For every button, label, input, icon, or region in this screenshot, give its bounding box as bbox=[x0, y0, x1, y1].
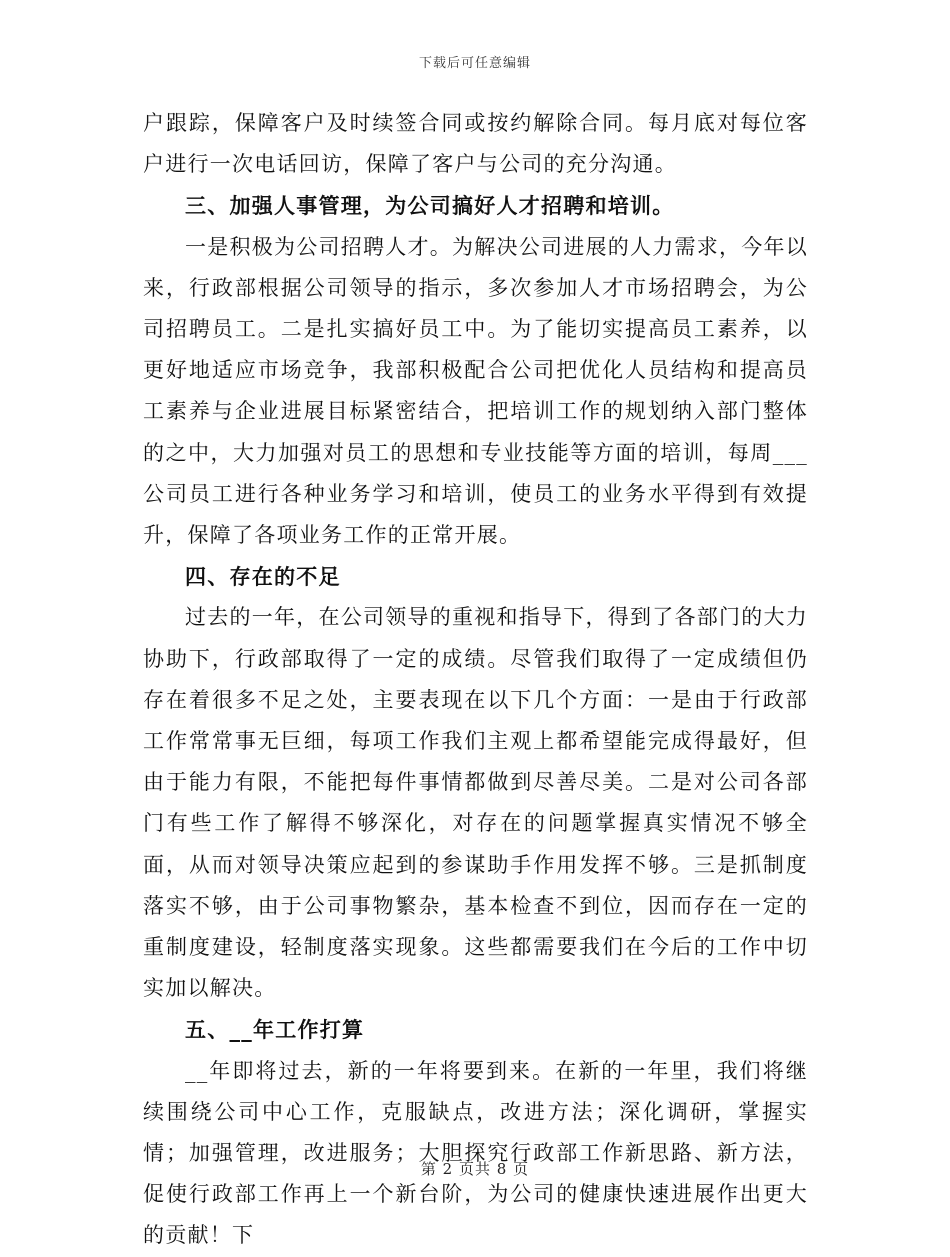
section-heading-5: 五、__年工作打算 bbox=[185, 1017, 365, 1043]
section-heading-3: 三、加强人事管理，为公司搞好人才招聘和培训。 bbox=[185, 193, 675, 219]
section-heading-4: 四、存在的不足 bbox=[185, 564, 341, 590]
page-number: 第 2 页共 8 页 bbox=[420, 1160, 530, 1178]
paragraph-shortcomings: 过去的一年，在公司领导的重视和指导下，得到了各部门的大力协助下，行政部取得了一定的成绩。尽管我们取得了一定成绩但仍存在着很多不足之处，主要表现在以下几个方面：一是由于行政部工作常常事无巨细，每项工作我们主观上都希望能完成得最好，但由于能力有限，不能把每件事情都做到尽善尽美。二是对公司各部门有些工作了解得不够深化，对存在的问题掌握真实情况不够全面，从而对领导决策应起到的参谋助手作用发挥不够。三是抓制度落实不够，由于公司事物繁杂，基本检查不到位，因而存在一定的重制度建设，轻制度落实现象。这些都需要我们在今后的工作中切实加以解决。 bbox=[143, 605, 808, 1001]
paragraph-plan: __年即将过去，新的一年将要到来。在新的一年里，我们将继续围绕公司中心工作，克服缺点，改进方法；深化调研，掌握实情；加强管理，改进服务；大胆探究行政部工作新思路、新方法，促使行政部工作再上一个新台阶，为公司的健康快速进展作出更大的贡献！下 bbox=[143, 1058, 808, 1248]
page-header: 下载后可任意编辑 bbox=[418, 56, 531, 71]
paragraph-continued: 户跟踪，保障客户及时续签合同或按约解除合同。每月底对每位客户进行一次电话回访，保障了客户与公司的充分沟通。 bbox=[143, 111, 808, 177]
paragraph-recruitment: 一是积极为公司招聘人才。为解决公司进展的人力需求，今年以来，行政部根据公司领导的指示，多次参加人才市场招聘会，为公司招聘员工。二是扎实搞好员工中。为了能切实提高员工素养，以更好地适应市场竞争，我部积极配合公司把优化人员结构和提高员工素养与企业进展目标紧密结合，把培训工作的规划纳入部门整体的之中，大力加强对员工的思想和专业技能等方面的培训，每周___公司员工进行各种业务学习和培训，使员工的业务水平得到有效提升，保障了各项业务工作的正常开展。 bbox=[143, 234, 808, 548]
document-body bbox=[143, 103, 808, 1257]
